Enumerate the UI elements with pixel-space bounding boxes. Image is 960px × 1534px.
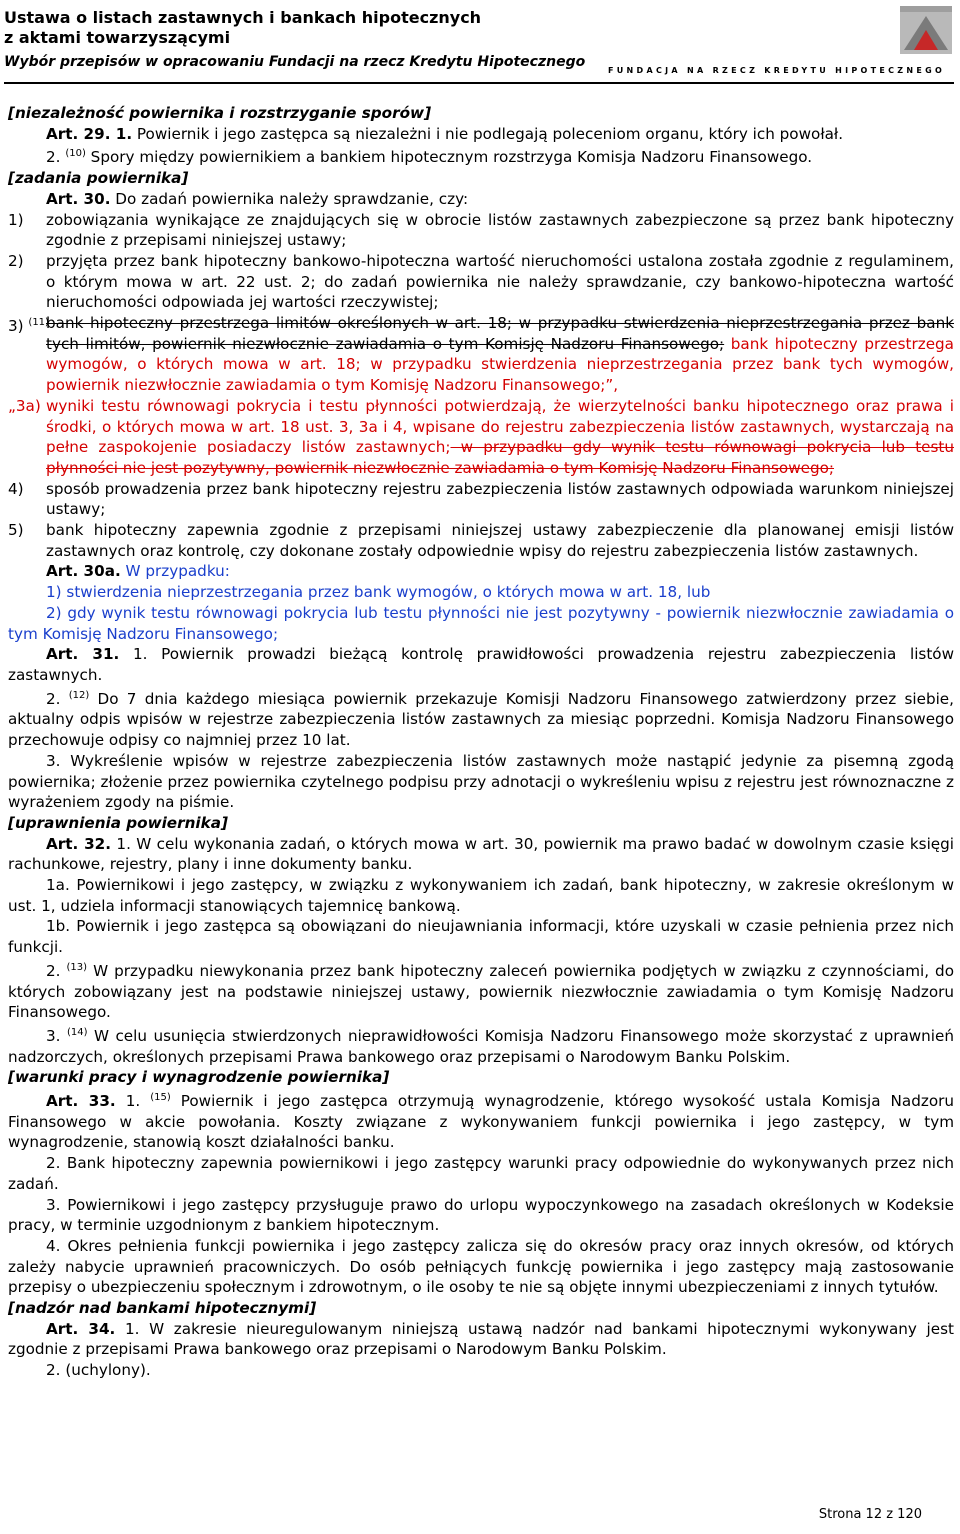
article-label: Art. 30. bbox=[46, 189, 111, 208]
foundation-name: FUNDACJA NA RZECZ KREDYTU HIPOTECZNEGO bbox=[608, 66, 946, 75]
list-item: 1) zobowiązania wynikające ze znajdujących się w obrocie listów zastawnych zabezpieczone są przez bank hipoteczny zgodnie z przepisami niniejszej ustawy; bbox=[8, 210, 954, 250]
article-30-intro: Art. 30. Do zadań powiernika należy sprawdzanie, czy: bbox=[46, 189, 469, 208]
article-29-para-2: 2. $^{(10)}$ Spory między powiernikiem a bankiem hipotecznym rozstrzyga Komisja Nadzoru Finansowego. bbox=[46, 148, 813, 167]
footnote-ref: (15) bbox=[150, 1092, 171, 1104]
article-30a-intro: Art. 30a. W przypadku: bbox=[46, 562, 230, 581]
list-item: 4) sposób prowadzenia przez bank hipoteczny rejestru zabezpieczenia listów zastawnych odpowiada warunkom niniejszej ustawy; bbox=[8, 479, 954, 519]
section-heading: [warunki pracy i wynagrodzenie powiernika] bbox=[8, 1068, 390, 1087]
article-34-para-2: 2. (uchylony). bbox=[46, 1361, 151, 1380]
section-heading: [niezależność powiernika i rozstrzyganie sporów] bbox=[8, 104, 432, 122]
footnote-ref: (14) bbox=[66, 1026, 88, 1038]
article-30a-item-2: 2) gdy wynik testu równowagi pokrycia lub testu płynności nie jest pozytywny - powiernik niezwłocznie zawiadamia o tym Komisję Nadzoru Finansowego; bbox=[8, 603, 954, 643]
header-divider bbox=[4, 82, 954, 84]
page-header bbox=[0, 0, 960, 82]
article-32-para-3: 3. $^{(14)}$ W celu usunięcia stwierdzonych nieprawidłowości Komisja Nadzoru Finansowego może skorzystać z uprawnień nadzorczych, określonych przepisami Prawa bankowego oraz przepisami o Narodowym Banku Polskim. bbox=[8, 1026, 954, 1066]
article-32-para-1a: 1a. Powiernikowi i jego zastępcy, w związku z wykonywaniem ich zadań, bank hipoteczny, w zakresie określonym w ust. 1, udziela informacji stanowiących tajemnicę bankową. bbox=[8, 876, 954, 915]
article-33-para-3: 3. Powiernikowi i jego zastępcy przysługuje prawo do urlopu wypoczynkowego na zasadach określonych w Kodeksie pracy, w terminie uzgodnionym z bankiem hipotecznym. bbox=[8, 1195, 954, 1235]
article-31-para-1: Art. 31. 1. Powiernik prowadzi bieżącą kontrolę prawidłowości prowadzenia rejestru zabezpieczenia listów zastawnych. bbox=[8, 645, 955, 684]
footnote-ref: (12) bbox=[68, 689, 90, 701]
article-label: Art. 34. bbox=[46, 1319, 116, 1338]
amended-text: wyniki testu równowagi pokrycia i testu płynności potwierdzają, że wierzytelności banku hipotecznego oraz prawa i środki, o których mowa w art. 18 ust. 3, 3a i 4, wpisane do rejestru zabezpieczenia listów zastawnych, wystarczają na pełne zaspokojenie posiadaczy listów zastawnych; bbox=[46, 396, 954, 457]
article-34-para-1: Art. 34. 1. W zakresie nieuregulowanym niniejszą ustawą nadzór nad bankami hipotecznymi wykonywany jest zgodnie z przepisami Prawa bankowego oraz przepisami o Narodowym Banku Polskim. bbox=[8, 1319, 954, 1359]
list-item: 2) przyjęta przez bank hipoteczny bankowo-hipoteczna wartość nieruchomości ustalona została zgodnie z regulaminem, o którym mowa w art. 22 ust. 2; do zadań powiernika nie należy sprawdzanie, czy bankowo-hipoteczna wartość nieruchomości odpowiada jej wartości rzeczywistej; bbox=[8, 251, 954, 312]
article-32-para-1: Art. 32. 1. W celu wykonania zadań, o których mowa w art. 30, powiernik ma prawo badać w dowolnym czasie księgi rachunkowe, rejestry, plany i inne dokumenty banku. bbox=[8, 834, 954, 874]
article-label: Art. 29. 1. bbox=[46, 124, 133, 143]
document-body bbox=[8, 103, 954, 1381]
struck-text: bank hipoteczny przestrzega limitów określonych w art. 18; w przypadku stwierdzenia nieprzestrzegania przez bank tych limitów, powiernik niezwłocznie zawiadamia o tym Komisję Nadzoru Finansowego; bbox=[46, 314, 954, 353]
article-31-para-3: 3. Wykreślenie wpisów w rejestrze zabezpieczenia listów zastawnych może nastąpić jedynie za pisemną zgodą powiernika; złożenie przez powiernika czytelnego podpisu przy adnotacji o wykreśleniu wpisu z rejestru jest równoznaczne z wyrażeniem zgody na piśmie. bbox=[8, 751, 954, 812]
article-31-para-2: 2. $^{(12)}$ Do 7 dnia każdego miesiąca powiernik przekazuje Komisji Nadzoru Finansowego zatwierdzony przez siebie, aktualny odpis wpisów w rejestrze zabezpieczenia listów zastawnych za miesiąc poprzedni. Komisja Nadzoru Finansowego przechowuje odpisy co najmniej przez 10 lat. bbox=[8, 689, 954, 750]
article-label: Art. 30a. bbox=[46, 562, 121, 581]
foundation-logo bbox=[900, 6, 952, 54]
page-number: Strona 12 z 120 bbox=[818, 1507, 922, 1522]
article-29-para-1: Art. 29. 1. Powiernik i jego zastępca są niezależni i nie podlegają poleceniom organu, który ich powołał. bbox=[46, 124, 844, 143]
section-heading: [zadania powiernika] bbox=[8, 169, 189, 188]
list-item: 5) bank hipoteczny zapewnia zgodnie z przepisami niniejszej ustawy zabezpieczenie dla planowanej emisji listów zastawnych oraz kontrolę, czy dokonane zostały odpowiednie wpisy do rejestru zabezpieczenia listów zastawnych. bbox=[8, 521, 954, 560]
article-30a-item-1: 1) stwierdzenia nieprzestrzegania przez bank wymogów, o których mowa w art. 18, lub bbox=[46, 583, 711, 602]
list-item: „3a) wyniki testu równowagi pokrycia i testu płynności potwierdzają, że wierzytelności banku hipotecznego oraz prawa i środki, o których mowa w art. 18 ust. 3, 3a i 4, wpisane do rejestru zabezpieczenia listów zastawnych, wystarczają na pełne zaspokojenie posiadaczy listów zastawnych; w przypadku gdy wynik testu równowagi pokrycia lub testu płynności nie jest pozytywny, powiernik niezwłocznie zawiadamia o tym Komisję Nadzoru Finansowego; bbox=[8, 396, 954, 477]
amended-text: bank hipoteczny przestrzega wymogów, o których mowa w art. 18; w przypadku stwierdzenia nieprzestrzegania przez bank tych wymogów, powiernik niezwłocznie zawiadamia o tym Komisję Nadzoru Finansowego;”, bbox=[46, 334, 954, 395]
article-32-para-2: 2. $^{(13)}$ W przypadku niewykonania przez bank hipoteczny zaleceń powiernika podjętych w związku z czynnościami, do których zobowiązany jest na podstawie niniejszej ustawy, powiernik niezwłocznie zawiadamia o tym Komisję Nadzoru Finansowego. bbox=[8, 961, 954, 1022]
footnote-ref: (11) bbox=[28, 317, 49, 329]
section-heading: [uprawnienia powiernika] bbox=[8, 813, 228, 832]
footnote-ref: (10) bbox=[65, 148, 86, 160]
header-title-line1: Ustawa o listach zastawnych i bankach hipotecznych bbox=[4, 8, 482, 27]
article-33-para-1: Art. 33. 1. $^{(15)}$ Powiernik i jego zastępca otrzymują wynagrodzenie, którego wysokość ustala Komisja Nadzoru Finansowego w akcie powołania. Koszty związane z wykonywaniem funkcji powiernika i jego zastępcy, w tym wynagrodzenie, stanowią koszt działalności banku. bbox=[8, 1092, 954, 1152]
article-32-para-1b: 1b. Powiernik i jego zastępca są obowiązani do nieujawniania informacji, które uzyskali w czasie pełnienia przez nich funkcji. bbox=[8, 917, 954, 957]
article-33-para-4: 4. Okres pełnienia funkcji powiernika i jego zastępcy zalicza się do okresów pracy oraz innych okresów, od których zależy nabycie uprawnień pracowniczych. Do osób pełniących funkcję powiernika i jego zastępcy mają zastosowanie przepisy o ubezpieczeniu społecznym i zdrowotnym, o ile osoby te nie są objęte innymi ubezpieczeniami z innych tytułów. bbox=[8, 1236, 954, 1297]
article-label: Art. 31. bbox=[46, 645, 120, 664]
header-title-line2: z aktami towarzyszącymi bbox=[4, 28, 231, 47]
article-label: Art. 33. bbox=[46, 1092, 116, 1111]
struck-text: w przypadku gdy wynik testu równowagi pokrycia lub testu płynności nie jest pozytywny, powiernik niezwłocznie zawiadamia o tym Komisję Nadzoru Finansowego; bbox=[46, 438, 954, 477]
header-subtitle: Wybór przepisów w opracowaniu Fundacji na rzecz Kredytu Hipotecznego bbox=[4, 54, 586, 70]
article-label: Art. 32. bbox=[46, 834, 112, 853]
article-33-para-2: 2. Bank hipoteczny zapewnia powiernikowi i jego zastępcy warunki pracy odpowiednie do wykonywanych przez nich zadań. bbox=[8, 1154, 954, 1193]
section-heading: [nadzór nad bankami hipotecznymi] bbox=[8, 1299, 317, 1318]
list-item: 3) $^{(11)}$ bank hipoteczny przestrzega limitów określonych w art. 18; w przypadku stwierdzenia nieprzestrzegania przez bank tych limitów, powiernik niezwłocznie zawiadamia o tym Komisję Nadzoru Finansowego; bank hipoteczny przestrzega wymogów, o których mowa w art. 18; w przypadku stwierdzenia nieprzestrzegania przez bank tych wymogów, powiernik niezwłocznie zawiadamia o tym Komisję Nadzoru Finansowego;”, bbox=[8, 314, 954, 395]
footnote-ref: (13) bbox=[66, 961, 88, 973]
